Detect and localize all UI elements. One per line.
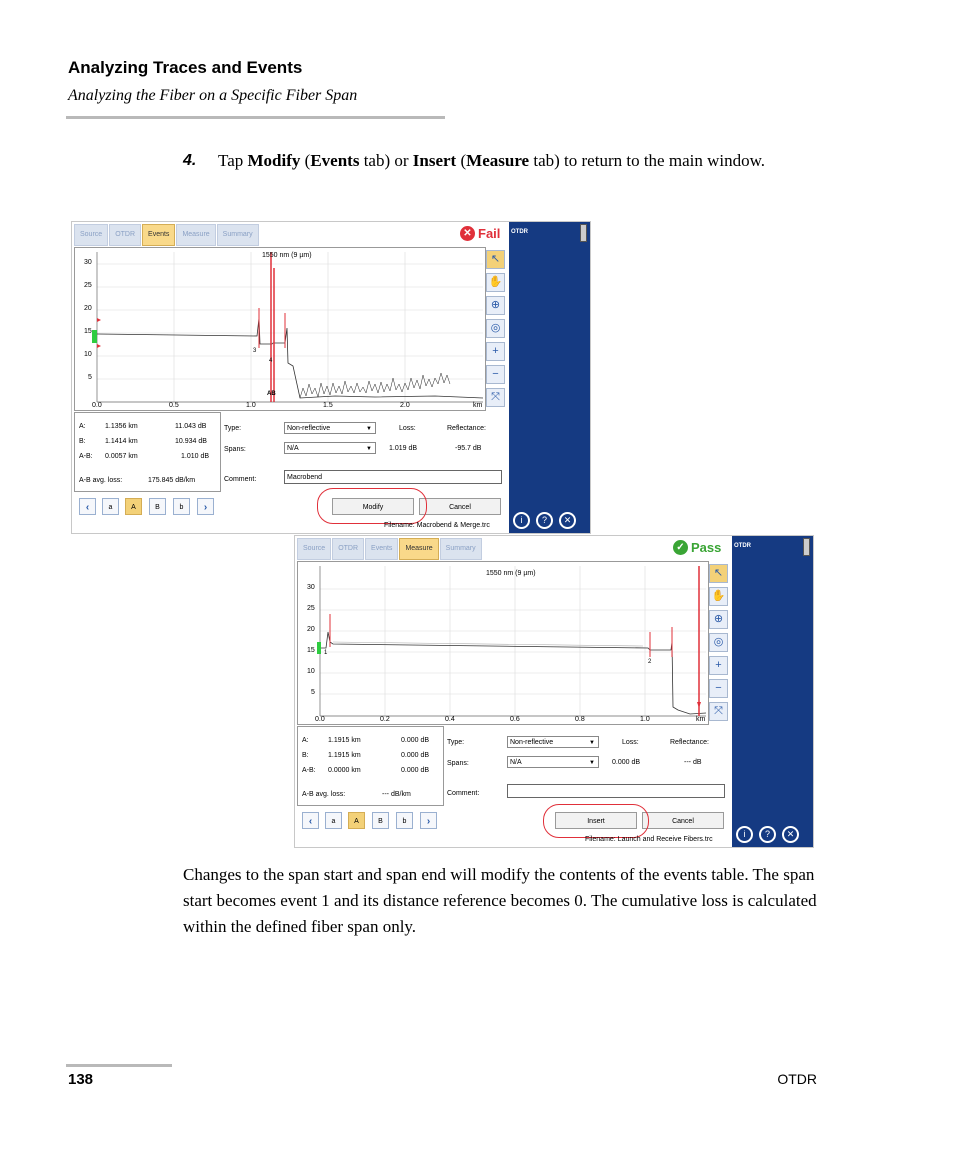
tab-source[interactable]: Source: [74, 224, 108, 246]
x-tick: 1.0: [246, 402, 256, 409]
sidebar-title: OTDR: [734, 543, 751, 549]
trace-plot: [75, 248, 485, 410]
type-select[interactable]: [507, 736, 599, 748]
tab-summary[interactable]: Summary: [440, 538, 482, 560]
ab-level: 1.010 dB: [181, 453, 210, 460]
event-number: 1: [324, 650, 328, 656]
cancel-button[interactable]: Cancel: [419, 498, 501, 515]
step-events-term: Events: [310, 151, 360, 170]
ab-distance: 0.0057 km: [105, 453, 138, 460]
marker-label: AB: [267, 391, 276, 397]
pointer-icon[interactable]: ↖: [486, 250, 505, 269]
nav-marker-b-small[interactable]: b: [396, 812, 413, 829]
page-number: 138: [68, 1071, 94, 1088]
a-distance: 1.1915 km: [328, 737, 361, 744]
y-tick: 25: [84, 282, 92, 289]
reflectance-value: -95.7 dB: [455, 445, 482, 452]
section-subtitle: Analyzing the Fiber on a Specific Fiber Span: [68, 87, 358, 104]
right-sidebar: [732, 536, 813, 847]
b-distance: 1.1414 km: [105, 438, 138, 445]
y-tick: 15: [84, 328, 92, 335]
event-number: 4: [269, 358, 273, 364]
cancel-button[interactable]: Cancel: [642, 812, 724, 829]
a-label: A:: [79, 423, 86, 430]
status-text: Fail: [478, 226, 501, 241]
info-icon[interactable]: i: [513, 512, 530, 529]
reflectance-label: Reflectance:: [447, 425, 486, 432]
ab-label: A-B:: [302, 767, 316, 774]
event-number: 3: [253, 348, 257, 354]
sidebar-buttons: [736, 826, 799, 843]
right-sidebar: [509, 222, 590, 533]
pan-hand-icon[interactable]: ✋: [486, 273, 505, 292]
y-tick: 15: [307, 647, 315, 654]
document-name: OTDR: [777, 1071, 817, 1087]
marker-measurements: [297, 726, 444, 806]
full-view-icon[interactable]: ⤧: [709, 702, 728, 721]
y-tick: 5: [88, 374, 92, 381]
tab-bar: [74, 224, 260, 244]
pass-check-icon: ✓: [673, 540, 688, 555]
highlight-circle: [543, 804, 649, 838]
wavelength-label: 1550 nm (9 µm): [262, 252, 312, 259]
body-paragraph: Changes to the span start and span end will modify the contents of the events table. The span start becomes event 1 and its distance reference becomes 0. The cumulative loss is calculated within the defined fiber span only.: [183, 865, 817, 936]
step-insert-term: Insert: [412, 151, 457, 170]
zoom-out-icon[interactable]: −: [486, 365, 505, 384]
x-tick: 0.8: [575, 716, 585, 723]
comment-input[interactable]: Macrobend: [284, 470, 502, 484]
x-tick: 0.0: [92, 402, 102, 409]
x-tick: 1.0: [640, 716, 650, 723]
sidebar-buttons: [513, 512, 576, 529]
sidebar-title: OTDR: [511, 229, 528, 235]
insert-button[interactable]: Insert: [555, 812, 637, 829]
zoom-fit-icon[interactable]: ◎: [486, 319, 505, 338]
trace-plot: [298, 562, 708, 724]
y-tick: 20: [307, 626, 315, 633]
help-icon[interactable]: ?: [759, 826, 776, 843]
dropdown-arrow-icon: ▼: [589, 760, 595, 766]
spans-select[interactable]: [284, 442, 376, 454]
step-number: 4.: [183, 152, 197, 169]
tab-events[interactable]: Events: [142, 224, 175, 246]
nav-next-icon[interactable]: ›: [420, 812, 437, 829]
screenshot-measure-insert: [294, 535, 814, 848]
nav-next-icon[interactable]: ›: [197, 498, 214, 515]
step-modify-term: Modify: [247, 151, 301, 170]
avg-loss-value: 175.845 dB/km: [148, 477, 196, 484]
avg-loss-label: A-B avg. loss:: [302, 791, 346, 798]
step-text-part: Tap: [218, 151, 248, 170]
event-number: 2: [648, 659, 652, 665]
loss-label: Loss:: [622, 739, 639, 746]
filename-label: Filename: Launch and Receive Fibers.trc: [585, 836, 713, 843]
tab-measure[interactable]: Measure: [176, 224, 215, 246]
graph-toolbar: [709, 564, 728, 721]
avg-loss-label: A-B avg. loss:: [79, 477, 123, 484]
battery-icon: [803, 538, 810, 556]
spans-value: N/A: [287, 445, 299, 452]
status-badge: [460, 226, 500, 241]
dropdown-arrow-icon: ▼: [589, 740, 595, 746]
highlight-circle: [317, 488, 427, 524]
pan-hand-icon[interactable]: ✋: [709, 587, 728, 606]
b-level: 10.934 dB: [175, 438, 207, 445]
trace-graph[interactable]: [297, 561, 709, 725]
section-title: Analyzing Traces and Events: [68, 58, 303, 77]
type-value: Non-reflective: [287, 425, 331, 432]
spans-select[interactable]: [507, 756, 599, 768]
modify-button[interactable]: Modify: [332, 498, 414, 515]
tab-summary[interactable]: Summary: [217, 224, 259, 246]
x-tick: 0.4: [445, 716, 455, 723]
y-tick: 10: [84, 351, 92, 358]
x-tick: 0.2: [380, 716, 390, 723]
tab-otdr[interactable]: OTDR: [109, 224, 141, 246]
zoom-out-icon[interactable]: −: [709, 679, 728, 698]
loss-label: Loss:: [399, 425, 416, 432]
step-text-part: (: [300, 151, 311, 170]
b-level: 0.000 dB: [401, 752, 430, 759]
screenshot-events-modify: [71, 221, 591, 534]
fail-icon: ✕: [460, 226, 475, 241]
comment-input[interactable]: [507, 784, 725, 798]
trace-graph[interactable]: [74, 247, 486, 411]
ab-distance: 0.0000 km: [328, 767, 361, 774]
status-badge: [673, 540, 721, 555]
x-tick: 0.5: [169, 402, 179, 409]
zoom-area-icon[interactable]: ⊕: [486, 296, 505, 315]
y-tick: 5: [311, 689, 315, 696]
info-icon[interactable]: i: [736, 826, 753, 843]
b-distance: 1.1915 km: [328, 752, 361, 759]
tab-measure[interactable]: Measure: [399, 538, 438, 560]
type-label: Type:: [447, 739, 465, 746]
comment-label: Comment:: [447, 790, 480, 797]
nav-marker-a-small[interactable]: a: [325, 812, 342, 829]
step-text-part: tab) to return to the main window.: [529, 151, 766, 170]
ab-level: 0.000 dB: [401, 767, 430, 774]
x-tick: km: [473, 402, 483, 409]
x-tick: 2.0: [400, 402, 410, 409]
zoom-fit-icon[interactable]: ◎: [709, 633, 728, 652]
dropdown-arrow-icon: ▼: [366, 446, 372, 452]
marker-measurements: [74, 412, 221, 492]
nav-marker-b[interactable]: B: [372, 812, 389, 829]
step-text-part: (: [456, 151, 467, 170]
tab-events[interactable]: Events: [365, 538, 398, 560]
nav-prev-icon[interactable]: ‹: [79, 498, 96, 515]
zoom-in-icon[interactable]: +: [486, 342, 505, 361]
footer-divider: [66, 1064, 172, 1067]
tab-source[interactable]: Source: [297, 538, 331, 560]
x-tick: 0.6: [510, 716, 520, 723]
nav-marker-a-small[interactable]: a: [102, 498, 119, 515]
dropdown-arrow-icon: ▼: [366, 426, 372, 432]
filename-label: Filename: Macrobend & Merge.trc: [384, 522, 490, 529]
y-tick: 30: [84, 259, 92, 266]
header-divider: [66, 116, 445, 119]
nav-prev-icon[interactable]: ‹: [302, 812, 319, 829]
step-text-part: tab) or: [359, 151, 413, 170]
y-tick: 10: [307, 668, 315, 675]
reflectance-label: Reflectance:: [670, 739, 709, 746]
spans-label: Spans:: [447, 760, 469, 767]
tab-bar: [297, 538, 483, 558]
spans-value: N/A: [510, 759, 522, 766]
y-tick: 25: [307, 605, 315, 612]
b-label: B:: [79, 438, 86, 445]
nav-marker-b[interactable]: B: [149, 498, 166, 515]
pointer-icon[interactable]: ↖: [709, 564, 728, 583]
tab-otdr[interactable]: OTDR: [332, 538, 364, 560]
y-tick: 30: [307, 584, 315, 591]
loss-value: 0.000 dB: [612, 759, 641, 766]
nav-marker-a[interactable]: A: [348, 812, 365, 829]
comment-label: Comment:: [224, 476, 257, 483]
close-icon[interactable]: ✕: [559, 512, 576, 529]
a-label: A:: [302, 737, 309, 744]
zoom-in-icon[interactable]: +: [709, 656, 728, 675]
zoom-area-icon[interactable]: ⊕: [709, 610, 728, 629]
a-level: 0.000 dB: [401, 737, 430, 744]
type-select[interactable]: [284, 422, 376, 434]
a-level: 11.043 dB: [175, 423, 207, 430]
reflectance-value: --- dB: [684, 759, 702, 766]
x-tick: km: [696, 716, 706, 723]
ab-label: A-B:: [79, 453, 93, 460]
type-value: Non-reflective: [510, 739, 554, 746]
graph-toolbar: [486, 250, 505, 407]
close-icon[interactable]: ✕: [782, 826, 799, 843]
status-text: Pass: [691, 540, 722, 555]
x-tick: 1.5: [323, 402, 333, 409]
nav-marker-a[interactable]: A: [125, 498, 142, 515]
step-measure-term: Measure: [466, 151, 530, 170]
x-tick: 0.0: [315, 716, 325, 723]
nav-marker-b-small[interactable]: b: [173, 498, 190, 515]
spans-label: Spans:: [224, 446, 246, 453]
loss-value: 1.019 dB: [389, 445, 418, 452]
y-tick: 20: [84, 305, 92, 312]
b-label: B:: [302, 752, 309, 759]
a-distance: 1.1356 km: [105, 423, 138, 430]
type-label: Type:: [224, 425, 242, 432]
avg-loss-value: --- dB/km: [382, 791, 411, 798]
help-icon[interactable]: ?: [536, 512, 553, 529]
wavelength-label: 1550 nm (9 µm): [486, 570, 536, 577]
step-text: [218, 148, 823, 174]
step-4: [183, 148, 823, 174]
full-view-icon[interactable]: ⤧: [486, 388, 505, 407]
battery-icon: [580, 224, 587, 242]
